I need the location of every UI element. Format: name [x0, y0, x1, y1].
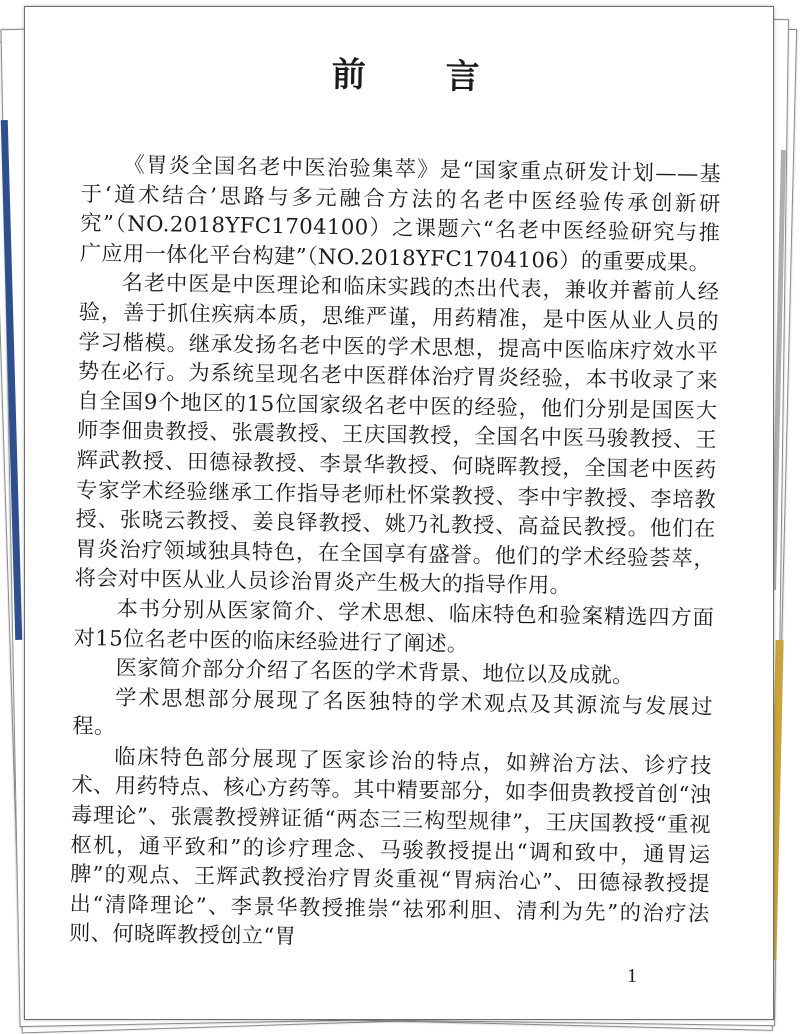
document-page — [24, 6, 774, 1020]
paragraph: 学术思想部分展现了名医独特的学术观点及其源流与发展过程。 — [72, 684, 713, 739]
page-title: 前 言 — [331, 54, 514, 98]
paragraph: 《胃炎全国名老中医治验集萃》是“国家重点研发计划——基于‘道术结合’思路与多元融合方法的名老中医经验传承创新研究”（NO.2018YFC1704100）之课题六“名老中医经验研究与推广应用一体化平台构建”（NO.2018YFC1704106）的重要成果。 — [79, 151, 722, 275]
paragraph: 本书分别从医家简介、学术思想、临床特色和验案精选四方面对15位名老中医的临床经验进行了阐述。 — [73, 595, 715, 656]
paragraph: 名老中医是中医理论和临床实践的杰出代表，兼收并蓄前人经验，善于抓住疾病本质，思维严谨，用药精准，是中医从业人员的学习楷模。继承发扬名老中医的学术思想，提高中医临床疗效水平势在必行。为系统呈现名老中医群体治疗胃炎经验，本书收录了来自全国9个地区的15位国家级名老中医的经验，他们分别是国医大师李佃贵教授、张震教授、王庆国教授，全国名中医马骏教授、王辉武教授、田德禄教授、李景华教授、何晓晖教授，全国老中医药专家学术经验继承工作指导老师杜怀棠教授、李中宇教授、李培教授、张晓云教授、姜良铎教授、姚乃礼教授、高益民教授。他们在胃炎治疗领域独具特色，在全国享有盛誉。他们的学术经验荟萃，将会对中医从业人员诊治胃炎产生极大的指导作用。 — [74, 270, 720, 599]
page-number: 1 — [627, 965, 637, 987]
paragraph: 临床特色部分展现了医家诊治的特点，如辨治方法、诊疗技术、用药特点、核心方药等。其中精要部分，如李佃贵教授首创“浊毒理论”、张震教授辨证循“两态三三构型规律”，王庆国教授“重视枢机，通平致和”的诊疗理念、马骏教授提出“调和致中，通胃运脾”的观点、王辉武教授治疗胃炎重视“胃病治心”、田德禄教授提出“清降理论”、李景华教授推崇“祛邪利胆、清利为先”的治疗法则、何晓晖教授创立“胃 — [68, 743, 713, 949]
paragraph: 医家简介部分介绍了名医的学术背景、地位以及成就。 — [115, 654, 634, 688]
page-content — [69, 51, 723, 958]
